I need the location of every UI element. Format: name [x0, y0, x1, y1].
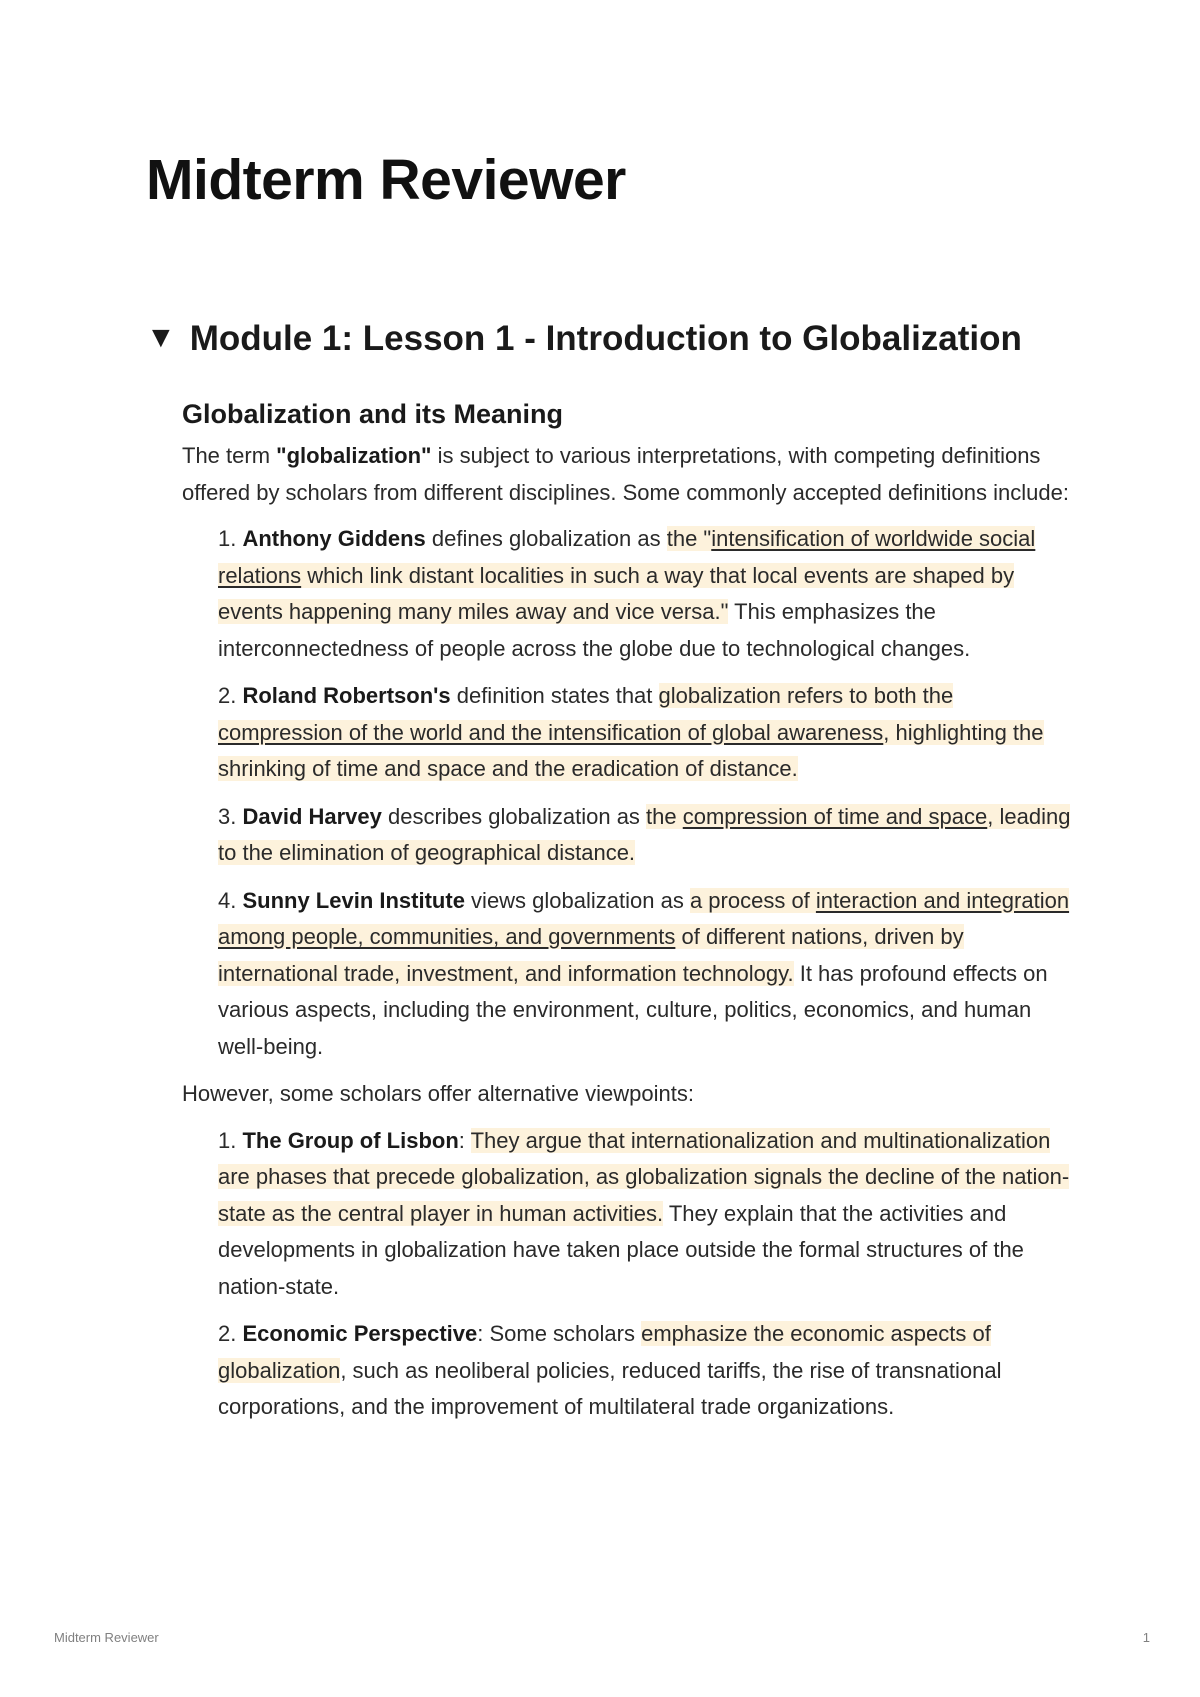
highlight-text: They argue that internationalization and multinationalization are phases that precede globalization, as globalization signals the decline of the nation-state as the central player in human activities.: [218, 1127, 1070, 1226]
item-number: 2.: [218, 1321, 243, 1346]
intro-term: "globalization": [276, 443, 432, 468]
alternative-item: [218, 1316, 1072, 1426]
underlined-text: intensification of worldwide social relations: [218, 526, 1036, 588]
highlight-text: , highlighting the shrinking of time and space and the eradication of distance.: [218, 719, 1044, 781]
item-text: :: [458, 1127, 471, 1153]
highlight-text: of different nations, driven by international trade, investment, and information technology.: [218, 924, 964, 986]
item-text: This emphasizes the interconnectedness of people across the globe due to technological changes.: [218, 599, 971, 661]
definition-item: [218, 799, 1072, 872]
item-text: definition states that: [450, 683, 659, 708]
alternative-item: [218, 1123, 1072, 1306]
highlight-text: a process of: [689, 887, 816, 913]
alternatives-intro: However, some scholars offer alternative viewpoints:: [182, 1081, 694, 1106]
definition-item: [218, 678, 1072, 788]
underlined-text: compression of the world and the intensification of global awareness: [218, 719, 884, 745]
toggle-triangle-icon[interactable]: ▼: [146, 321, 176, 354]
item-text: views globalization as: [464, 887, 690, 913]
highlight-text: emphasize the economic aspects of globalization: [218, 1321, 991, 1383]
module-toggle-heading[interactable]: [146, 318, 1022, 360]
underlined-text: compression of time and space: [682, 803, 988, 829]
highlight-text: , leading to the elimination of geographical distance.: [218, 803, 1071, 865]
scholar-name: Anthony Giddens: [242, 526, 426, 551]
footer-page-number: 1: [1142, 1630, 1150, 1645]
definition-item: [218, 883, 1072, 1066]
alternatives-list: [182, 1123, 1072, 1426]
scholar-name: Sunny Levin Institute: [242, 887, 465, 913]
scholar-name: Roland Robertson's: [242, 683, 451, 708]
definitions-list: [182, 521, 1072, 1065]
item-number: 1.: [218, 1127, 243, 1153]
underlined-text: interaction and integration among people, communities, and governments: [218, 887, 1070, 949]
module-content: [182, 396, 1072, 1437]
item-text: : Some scholars: [477, 1321, 642, 1346]
definition-item: [218, 521, 1072, 667]
intro-paragraph: [182, 438, 1072, 511]
intro-text-2: is subject to various interpretations, with competing definitions offered by scholars from different disciplines. Some commonly accepted definitions include:: [182, 443, 1069, 505]
footer-document-name: Midterm Reviewer: [54, 1630, 159, 1645]
viewpoint-name: The Group of Lisbon: [242, 1127, 459, 1153]
highlight-text: globalization refers to both the: [658, 683, 954, 708]
viewpoint-name: Economic Perspective: [242, 1321, 478, 1346]
item-text: defines globalization as: [425, 526, 667, 551]
scholar-name: David Harvey: [242, 803, 382, 829]
highlight-text: which link distant localities in such a way that local events are shaped by events happening many miles away and vice versa.": [218, 562, 1015, 624]
module-heading-text: Module 1: Lesson 1 - Introduction to Globalization: [189, 319, 1022, 358]
item-text: They explain that the activities and developments in globalization have taken place outside the formal structures of the nation-state.: [218, 1200, 1024, 1299]
item-text: , such as neoliberal policies, reduced tariffs, the rise of transnational corporations, and the improvement of multilateral trade organizations.: [218, 1357, 1002, 1419]
item-text: describes globalization as: [381, 803, 647, 829]
item-number: 2.: [218, 683, 243, 708]
intro-text-1: The term: [182, 443, 277, 468]
highlight-text: the ": [666, 526, 712, 551]
highlight-text: the: [646, 803, 683, 829]
item-text: It has profound effects on various aspects, including the environment, culture, politics, economics, and human well-being.: [218, 960, 1048, 1059]
item-number: 3.: [218, 803, 243, 829]
item-number: 1.: [218, 526, 243, 551]
section-heading: Globalization and its Meaning: [182, 399, 564, 429]
item-number: 4.: [218, 887, 243, 913]
page-title: Midterm Reviewer: [146, 148, 626, 212]
